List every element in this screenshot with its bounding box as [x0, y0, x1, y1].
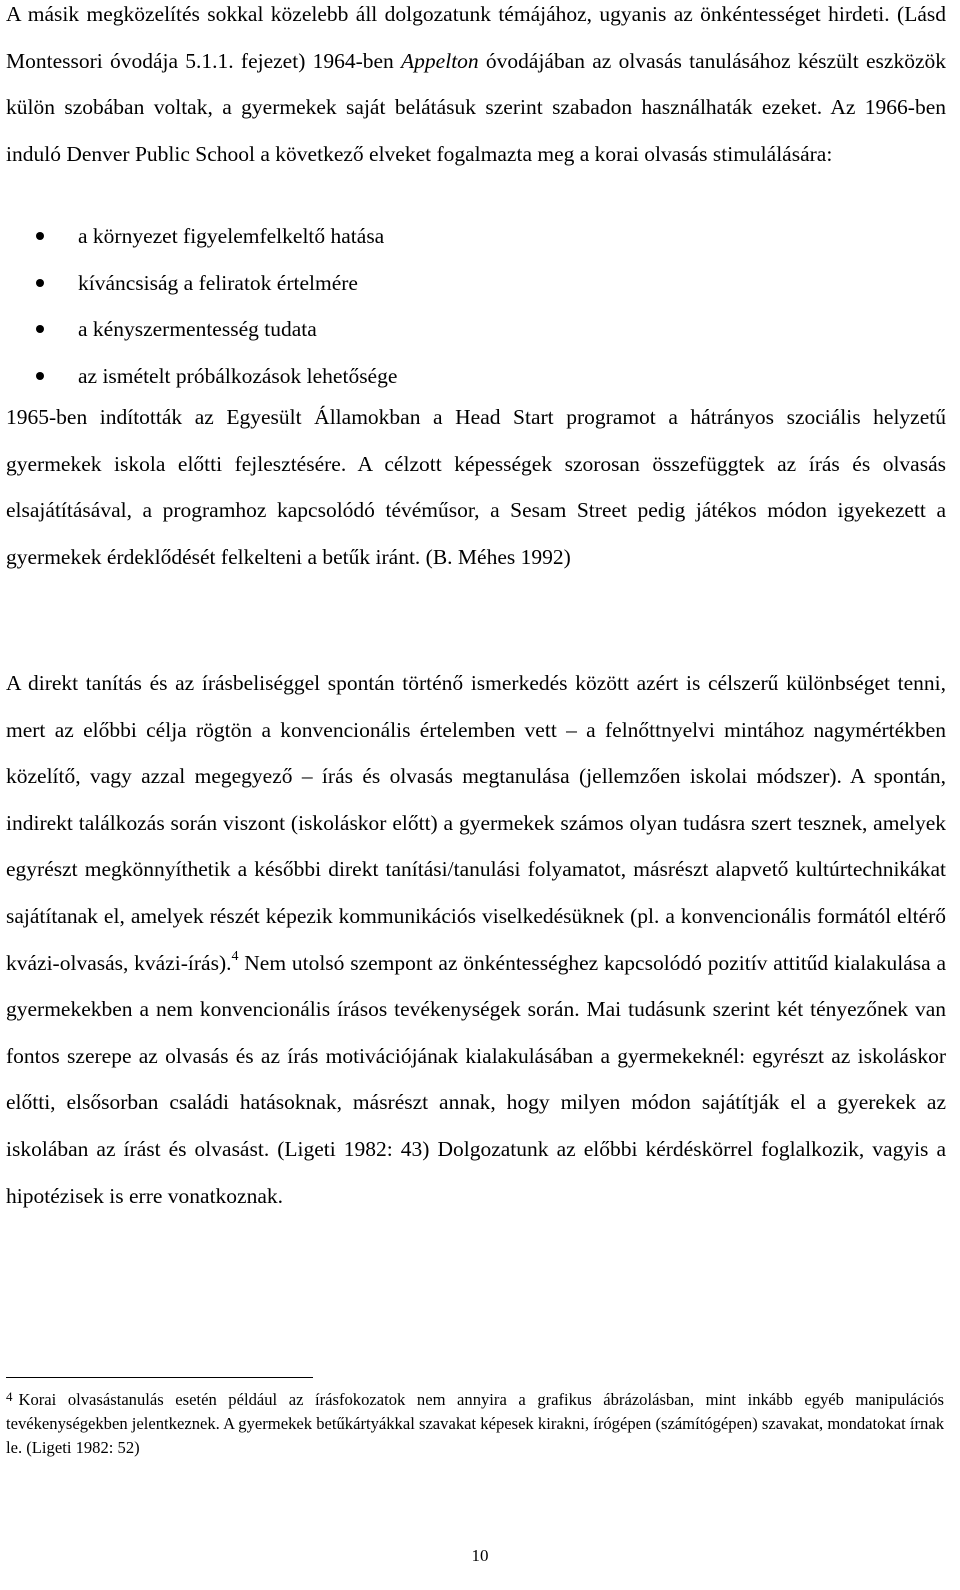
bullet-icon	[36, 279, 44, 287]
list-item	[0, 260, 940, 307]
footnote-text: Korai olvasástanulás esetén például az írásfokozatok nem annyira a grafikus ábrázolásban, mint inkább egyéb manipulációs tevékenységekben jelentkeznek. A gyermekek betűkártyákkal szavakat képesek kirakni, írógépen (számítógépen) szavakat, mondatokat írnak le. (Ligeti 1982: 52)	[6, 1390, 944, 1457]
list-item	[0, 213, 940, 260]
list-item-text: kíváncsiság a feliratok értelmére	[78, 270, 358, 295]
paragraph-direct-teaching	[6, 660, 946, 1219]
list-item	[0, 306, 940, 353]
footnote-number: 4	[6, 1389, 13, 1404]
paragraph-head-start: 1965-ben indították az Egyesült Államokban a Head Start programot a hátrányos szociális helyzetű gyermekek iskola előtti fejlesztésére. A célzott képességek szorosan összefüggtek az írás és olvasás elsajátításával, a programhoz kapcsolódó tévéműsor, a Sesam Street pedig játékos módon igyekezett a gyermekek érdeklődését felkelteni a betűk iránt. (B. Méhes 1992)	[6, 405, 946, 569]
italic-name-appelton: Appelton	[401, 48, 479, 73]
list-item	[0, 353, 940, 400]
bullet-icon	[36, 325, 44, 333]
principles-list	[0, 213, 940, 399]
footnote-divider	[6, 1377, 313, 1378]
page-number: 10	[471, 1546, 489, 1565]
footnote	[6, 1388, 944, 1460]
list-item-text: az ismételt próbálkozások lehetősége	[78, 363, 398, 388]
bullet-icon	[36, 232, 44, 240]
paragraph-3-start: A direkt tanítás és az írásbeliséggel spontán történő ismerkedés között azért is célszerű különbséget tenni, mert az előbbi célja rögtön a konvencionális értelemben vett – a felnőttnyelvi mintához nagymértékben közelítő, vagy azzal megegyező – írás és olvasás megtanulása (jellemzően iskolai módszer). A spontán, indirekt találkozás során viszont (iskoláskor előtt) a gyermekek számos olyan tudásra szert tesznek, amelyek egyrészt megkönnyíthetik a későbbi direkt tanítási/tanulási folyamatot, másrészt alapvető kultúrtechnikákat sajátítanak el, amelyek részét képezik kommunikációs viselkedésüknek (pl. a konvencionális formától eltérő kvázi-olvasás, kvázi-írás).	[6, 671, 946, 975]
footnote-reference: 4	[231, 948, 239, 964]
paragraph-montessori	[6, 0, 946, 177]
paragraph-1-start: A másik megközelítés sokkal közelebb áll dolgozatunk témájához, ugyanis az önkéntességet hirdeti. (Lásd Montessori óvodája 5.1.1. fejezet) 1964-ben	[6, 2, 946, 73]
list-item-text: a kényszermentesség tudata	[78, 317, 317, 342]
list-item-text: a környezet figyelemfelkeltő hatása	[78, 224, 385, 248]
paragraph-1-end: óvodájában az olvasás tanulásához készült eszközök külön szobában voltak, a gyermekek saját belátásuk szerint szabadon használhaták ezeket. Az 1966-ben induló Denver Public School a következő elveket fogalmazta meg a korai olvasás stimulálására:	[6, 48, 946, 166]
paragraph-3-end: Nem utolsó szempont az önkéntességhez kapcsolódó pozitív attitűd kialakulása a gyermekekben a nem konvencionális írásos tevékenységek során. Mai tudásunk szerint két tényezőnek van fontos szerepe az olvasás és az írás motivációjának kialakulásában a gyermekeknél: egyrészt az iskoláskor előtti, elsősorban családi hatásoknak, másrészt annak, hogy milyen módon sajátítják el a gyerekek az iskolában az írást és olvasást. (Ligeti 1982: 43) Dolgozatunk az előbbi kérdéskörrel foglalkozik, vagyis a hipotézisek is erre vonatkoznak.	[6, 950, 946, 1208]
bullet-icon	[36, 372, 44, 380]
